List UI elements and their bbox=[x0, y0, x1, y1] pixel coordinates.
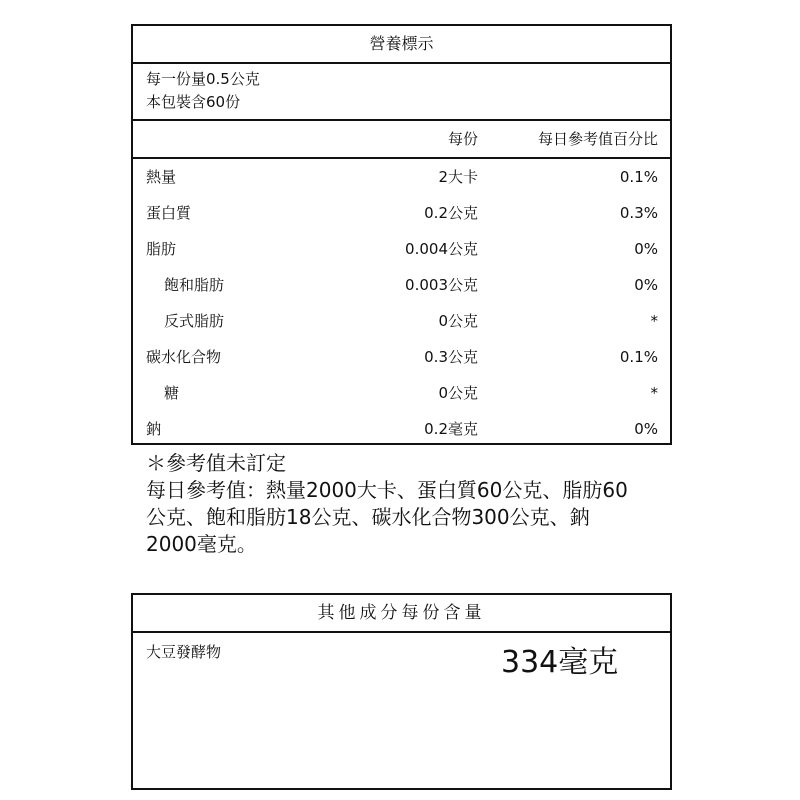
per-serving-header: 每份 bbox=[447, 130, 478, 148]
footnotes bbox=[146, 450, 676, 558]
nutrient-name: 熱量 bbox=[146, 168, 177, 186]
nutrient-name: 糖 bbox=[164, 384, 180, 402]
nutrient-daily-value: 0% bbox=[634, 240, 658, 258]
nutrition-title: 營養標示 bbox=[133, 26, 670, 64]
nutrient-daily-value: 0% bbox=[634, 420, 658, 438]
nutrient-name: 脂肪 bbox=[146, 240, 177, 258]
nutrient-name: 反式脂肪 bbox=[164, 312, 225, 330]
servings-per-package: 本包裝含60份 bbox=[146, 93, 241, 111]
serving-size: 每一份量0.5公克 bbox=[146, 70, 260, 88]
ingredient-name: 大豆發酵物 bbox=[146, 643, 222, 661]
nutrient-per-serving: 0公克 bbox=[438, 384, 478, 402]
nutrient-row-protein bbox=[133, 195, 670, 231]
nutrient-daily-value: 0.1% bbox=[619, 168, 658, 186]
nutrient-per-serving: 0.004公克 bbox=[405, 240, 478, 258]
nutrient-daily-value: 0.3% bbox=[619, 204, 658, 222]
nutrient-per-serving: 0.003公克 bbox=[405, 276, 478, 294]
nutrient-row-trans-fat bbox=[133, 303, 670, 339]
other-ingredients-title: 其他成分每份含量 bbox=[133, 595, 670, 633]
column-header-row bbox=[133, 121, 670, 159]
nutrient-per-serving: 2大卡 bbox=[438, 168, 478, 186]
nutrient-per-serving: 0公克 bbox=[438, 312, 478, 330]
nutrient-name: 蛋白質 bbox=[146, 204, 192, 222]
nutrition-facts-table bbox=[131, 24, 672, 445]
reference-values-line: 公克、飽和脂肪18公克、碳水化合物300公克、鈉 bbox=[146, 505, 590, 529]
nutrient-row-fat bbox=[133, 231, 670, 267]
nutrient-daily-value: * bbox=[650, 384, 658, 402]
nutrient-rows bbox=[133, 159, 670, 447]
asterisk-note: ＊參考值未訂定 bbox=[146, 451, 286, 475]
nutrient-name: 鈉 bbox=[146, 420, 162, 438]
nutrient-row-saturated-fat bbox=[133, 267, 670, 303]
reference-values-line: 2000毫克。 bbox=[146, 532, 257, 556]
nutrient-daily-value: 0% bbox=[634, 276, 658, 294]
nutrient-per-serving: 0.3公克 bbox=[424, 348, 478, 366]
nutrient-daily-value: 0.1% bbox=[619, 348, 658, 366]
nutrient-row-calories bbox=[133, 159, 670, 195]
nutrient-row-sodium bbox=[133, 411, 670, 447]
nutrient-name: 飽和脂肪 bbox=[164, 276, 225, 294]
ingredient-amount: 334毫克 bbox=[501, 645, 619, 680]
other-ingredients-table bbox=[131, 593, 672, 790]
nutrient-name: 碳水化合物 bbox=[146, 348, 222, 366]
nutrient-row-carbohydrate bbox=[133, 339, 670, 375]
reference-values-line: 每日參考值：熱量2000大卡、蛋白質60公克、脂肪60 bbox=[146, 478, 628, 502]
serving-info bbox=[133, 64, 670, 121]
nutrient-daily-value: * bbox=[650, 312, 658, 330]
nutrient-row-sugar bbox=[133, 375, 670, 411]
daily-value-header: 每日參考值百分比 bbox=[537, 130, 658, 148]
nutrient-per-serving: 0.2公克 bbox=[424, 204, 478, 222]
nutrient-per-serving: 0.2毫克 bbox=[424, 420, 478, 438]
